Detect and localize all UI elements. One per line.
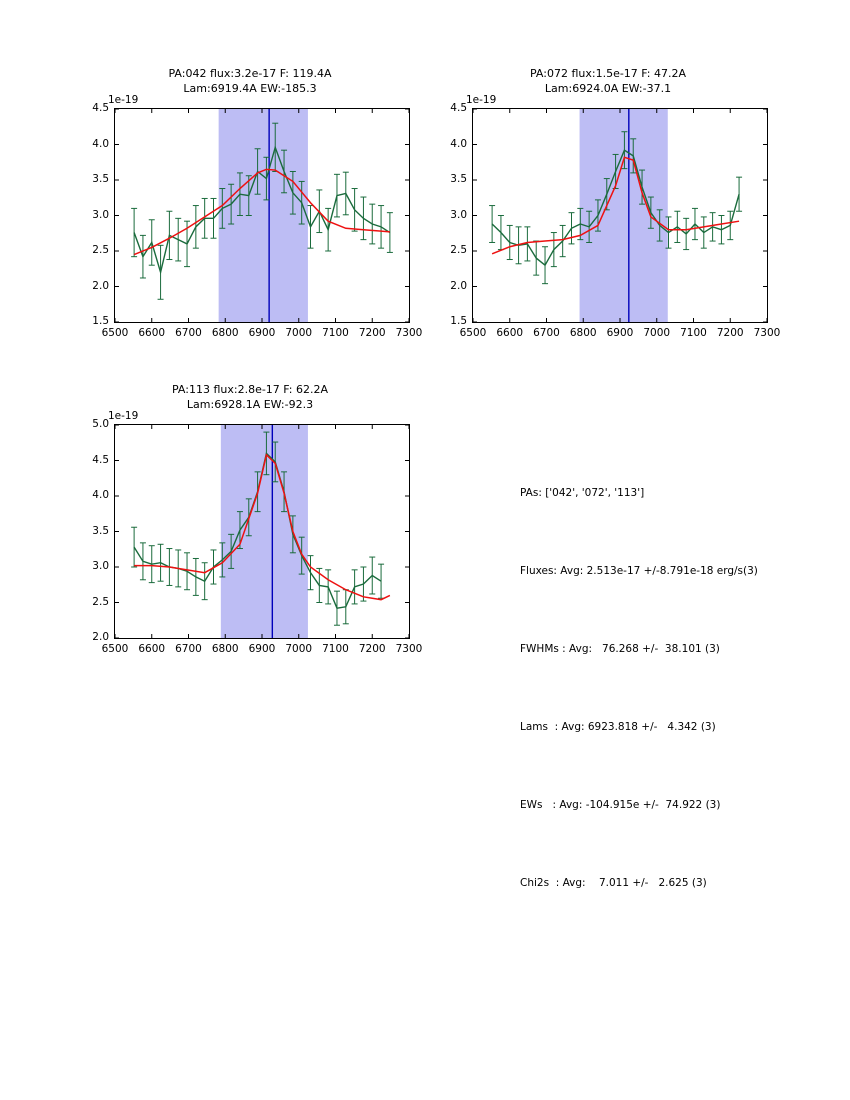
panel-042-exponent-label: 1e-19 (108, 94, 139, 106)
x-tick-label: 6600 (496, 327, 524, 339)
panel-042-plot-area[interactable] (114, 108, 410, 323)
x-tick-label: 6900 (606, 327, 634, 339)
summary-line-fluxes: Fluxes: Avg: 2.513e-17 +/-8.791e-18 erg/s(3) (520, 565, 758, 577)
y-tick-label: 2.5 (92, 244, 109, 256)
panel-113-exponent-label: 1e-19 (108, 410, 139, 422)
x-tick-label: 7200 (358, 643, 386, 655)
y-tick-label: 4.5 (92, 453, 109, 466)
x-tick-label: 6500 (101, 327, 129, 339)
y-tick-label: 3.5 (450, 173, 467, 185)
summary-line-lams: Lams : Avg: 6923.818 +/- 4.342 (3) (520, 721, 716, 733)
chart-panel-072 (438, 60, 781, 380)
y-tick-label: 2.5 (92, 595, 109, 608)
panel-072-exponent-label: 1e-19 (466, 94, 497, 106)
x-tick-label: 7000 (285, 327, 313, 339)
y-tick-label: 4.5 (92, 102, 109, 114)
x-tick-label: 6700 (533, 327, 560, 339)
chart-panel-042 (80, 60, 423, 380)
panel-113-title-line1: PA:113 flux:2.8e-17 F: 62.2A (172, 383, 328, 396)
x-tick-label: 7300 (395, 327, 423, 339)
x-tick-label: 6500 (459, 327, 487, 339)
x-tick-label: 6800 (569, 327, 597, 339)
y-tick-label: 2.0 (92, 631, 109, 643)
x-tick-label: 7000 (285, 643, 313, 655)
x-tick-label: 7100 (322, 643, 349, 655)
x-tick-label: 6600 (138, 643, 166, 655)
x-tick-label: 7100 (680, 327, 707, 339)
summary-line-ews: EWs : Avg: -104.915e +/- 74.922 (3) (520, 799, 721, 811)
y-tick-label: 2.5 (450, 244, 467, 256)
panel-072-plot-area[interactable] (472, 108, 768, 323)
x-tick-label: 7000 (643, 327, 671, 339)
x-tick-label: 6700 (175, 643, 202, 655)
x-tick-label: 6500 (101, 643, 129, 655)
y-tick-label: 4.0 (450, 137, 467, 150)
x-tick-label: 7100 (322, 327, 349, 339)
x-tick-label: 6800 (211, 327, 239, 339)
y-tick-label: 3.5 (92, 524, 109, 537)
chart-panel-113 (80, 376, 423, 696)
y-tick-label: 2.0 (450, 279, 467, 292)
panel-113-plot-svg (115, 425, 409, 638)
y-tick-label: 2.0 (92, 279, 109, 292)
y-tick-label: 3.0 (450, 208, 467, 221)
panel-072-title-line2: Lam:6924.0A EW:-37.1 (544, 82, 672, 95)
x-tick-label: 6900 (248, 327, 276, 339)
panel-072-plot-svg (473, 109, 767, 322)
x-tick-label: 7200 (358, 327, 386, 339)
x-tick-label: 6700 (175, 327, 202, 339)
x-tick-label: 6800 (211, 643, 239, 655)
y-tick-label: 4.0 (92, 137, 109, 150)
panel-113-title-line2: Lam:6928.1A EW:-92.3 (186, 398, 314, 411)
y-tick-label: 3.0 (92, 560, 109, 572)
y-tick-label: 3.0 (92, 208, 109, 221)
x-tick-label: 6600 (138, 327, 166, 339)
summary-line-pas: PAs: ['042', '072', '113'] (520, 487, 645, 499)
x-tick-label: 7300 (753, 327, 781, 339)
panel-072-title-line1: PA:072 flux:1.5e-17 F: 47.2A (530, 67, 686, 80)
panel-042-plot-svg (115, 109, 409, 322)
y-tick-label: 1.5 (92, 315, 109, 327)
x-tick-label: 7300 (395, 643, 423, 655)
summary-statistics-block (520, 428, 840, 922)
panel-042-title-line2: Lam:6919.4A EW:-185.3 (183, 82, 317, 95)
x-tick-label: 7200 (716, 327, 744, 339)
summary-line-fwhms: FWHMs : Avg: 76.268 +/- 38.101 (3) (520, 643, 720, 655)
y-tick-label: 4.0 (92, 489, 109, 501)
y-tick-label: 3.5 (92, 173, 109, 185)
panel-113-plot-area[interactable] (114, 424, 410, 639)
summary-line-chi2s: Chi2s : Avg: 7.011 +/- 2.625 (3) (520, 877, 707, 889)
y-tick-label: 1.5 (450, 315, 467, 327)
x-tick-label: 6900 (248, 643, 276, 655)
y-tick-label: 4.5 (450, 102, 467, 114)
panel-042-title-line1: PA:042 flux:3.2e-17 F: 119.4A (168, 67, 332, 80)
y-tick-label: 5.0 (92, 418, 109, 430)
